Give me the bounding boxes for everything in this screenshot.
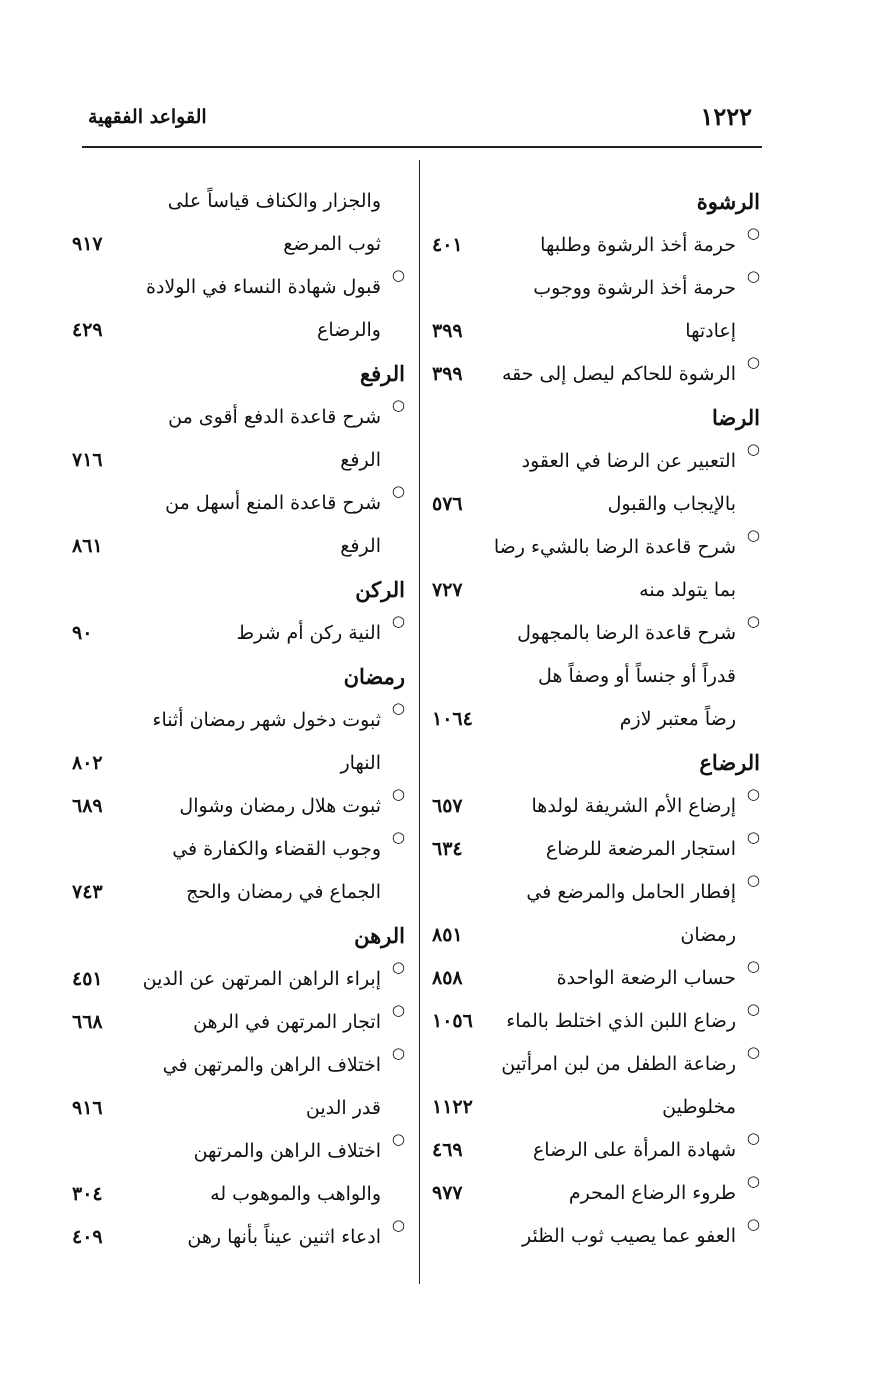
- entry-line: الرشوة للحاكم ليصل إلى حقه: [501, 363, 736, 385]
- page-ref: ٦٥٧: [432, 795, 463, 817]
- circle-bullet-icon: ○: [391, 828, 405, 846]
- circle-bullet-icon: ○: [746, 526, 760, 544]
- index-entry: [432, 267, 762, 353]
- column-divider: [419, 160, 420, 1284]
- entry-text: [144, 1044, 407, 1130]
- entry-text: [510, 1215, 762, 1258]
- entry-line: إفطار الحامل والمرضع في: [526, 881, 736, 903]
- index-entry: [72, 1001, 407, 1044]
- index-entry: [72, 612, 407, 655]
- page-ref: ١١٢٢: [432, 1096, 473, 1118]
- page-ref: ١٠٥٦: [432, 1010, 473, 1032]
- entry-line: شرح قاعدة المنع أسهل من: [165, 492, 381, 514]
- entry-line: بالإيجاب والقبول: [607, 493, 736, 515]
- entry-text: [144, 266, 407, 352]
- page-ref: ٤٠١: [432, 234, 463, 256]
- circle-bullet-icon: ○: [391, 396, 405, 414]
- entry-text: [144, 482, 407, 568]
- entry-line: النية ركن أم شرط: [236, 622, 381, 644]
- page-ref: ٨٥١: [432, 924, 463, 946]
- page-ref: ٩٠: [72, 622, 93, 644]
- entry-text: [510, 957, 762, 1000]
- entry-line: إعادتها: [685, 320, 736, 342]
- entry-line: والواهب والموهوب له: [210, 1183, 381, 1205]
- circle-bullet-icon: ○: [391, 1130, 405, 1148]
- index-entry: [72, 180, 407, 266]
- circle-bullet-icon: ○: [746, 267, 760, 285]
- circle-bullet-icon: ○: [746, 1000, 760, 1018]
- index-entry: [432, 785, 762, 828]
- entry-text: [144, 828, 407, 914]
- entry-line: شهادة المرأة على الرضاع: [532, 1139, 736, 1161]
- page-ref: ٥٧٦: [432, 493, 463, 515]
- page-ref: ٨٦١: [72, 535, 103, 557]
- circle-bullet-icon: ○: [391, 482, 405, 500]
- entry-line: الرفع: [340, 449, 381, 471]
- index-entry: [432, 1000, 762, 1043]
- index-entry: [72, 699, 407, 785]
- circle-bullet-icon: ○: [746, 871, 760, 889]
- index-entry: [432, 828, 762, 871]
- entry-text: [510, 828, 762, 871]
- index-entry: [432, 526, 762, 612]
- index-column-right: [432, 180, 762, 1258]
- page-ref: ٦٨٩: [72, 795, 103, 817]
- index-entry: [72, 828, 407, 914]
- entry-line: حساب الرضعة الواحدة: [556, 967, 736, 989]
- index-entry: [72, 1044, 407, 1130]
- page-ref: ٩٧٧: [432, 1182, 463, 1204]
- section-heading: الرضا: [711, 405, 760, 430]
- circle-bullet-icon: ○: [746, 612, 760, 630]
- page-number: ١٢٢٢: [700, 102, 752, 131]
- circle-bullet-icon: ○: [746, 440, 760, 458]
- entry-line: طروء الرضاع المحرم: [568, 1182, 736, 1204]
- circle-bullet-icon: ○: [391, 266, 405, 284]
- page-ref: ٤٠٩: [72, 1226, 103, 1248]
- index-entry: [72, 482, 407, 568]
- entry-line: إبراء الراهن المرتهن عن الدين: [142, 968, 381, 990]
- section-heading: الركن: [355, 577, 405, 602]
- circle-bullet-icon: ○: [746, 828, 760, 846]
- entry-line: ثوب المرضع: [283, 233, 381, 255]
- entry-line: الرفع: [340, 535, 381, 557]
- entry-text: [501, 1043, 762, 1129]
- entry-line: ثبوت دخول شهر رمضان أثناء: [152, 709, 381, 731]
- entry-line: اختلاف الراهن والمرتهن: [193, 1140, 381, 1162]
- entry-text: [144, 699, 407, 785]
- index-entry: [432, 440, 762, 526]
- entry-line: حرمة أخذ الرشوة وطلبها: [540, 234, 736, 256]
- circle-bullet-icon: ○: [391, 1001, 405, 1019]
- section-heading: الرضاع: [699, 750, 760, 775]
- circle-bullet-icon: ○: [746, 785, 760, 803]
- index-entry: [432, 957, 762, 1000]
- page-ref: ٩١٦: [72, 1097, 103, 1119]
- page-ref: ٧٢٧: [432, 579, 463, 601]
- entry-line: رضاً معتبر لازم: [619, 708, 736, 730]
- entry-text: [493, 526, 762, 612]
- entry-line: إرضاع الأم الشريفة لولدها: [531, 795, 736, 817]
- entry-text: [144, 180, 407, 266]
- entry-text: [510, 1129, 762, 1172]
- index-entry: [432, 612, 762, 741]
- page-ref: ٦٣٤: [432, 838, 463, 860]
- entry-line: والرضاع: [317, 319, 381, 341]
- circle-bullet-icon: ○: [391, 1216, 405, 1234]
- entry-line: ثبوت هلال رمضان وشوال: [179, 795, 381, 817]
- circle-bullet-icon: ○: [746, 1043, 760, 1061]
- entry-line: استجار المرضعة للرضاع: [545, 838, 736, 860]
- page-ref: ٩١٧: [72, 233, 103, 255]
- entry-text: [144, 1130, 407, 1216]
- entry-line: النهار: [340, 752, 381, 774]
- index-entry: [72, 1130, 407, 1216]
- entry-text: [506, 1000, 762, 1043]
- circle-bullet-icon: ○: [391, 785, 405, 803]
- entry-line: شرح قاعدة الرضا بالشيء رضا: [493, 536, 736, 558]
- index-entry: [432, 1043, 762, 1129]
- entry-line: رضاعة الطفل من لبن امرأتين: [501, 1053, 736, 1075]
- entry-text: [510, 267, 762, 353]
- section-heading: الرشوة: [696, 189, 760, 214]
- page-ref: ٦٦٨: [72, 1011, 103, 1033]
- entry-line: ادعاء اثنين عيناً بأنها رهن: [187, 1226, 381, 1248]
- index-column-left: [72, 180, 407, 1259]
- entry-text: [144, 958, 407, 1001]
- entry-line: اختلاف الراهن والمرتهن في: [162, 1054, 381, 1076]
- page-ref: ٣٩٩: [432, 363, 463, 385]
- entry-text: [510, 440, 762, 526]
- circle-bullet-icon: ○: [746, 353, 760, 371]
- page-ref: ٤٦٩: [432, 1139, 463, 1161]
- section-heading: الرفع: [359, 361, 405, 386]
- circle-bullet-icon: ○: [746, 1129, 760, 1147]
- entry-line: قدراً أو جنساً أو وصفاً هل: [538, 665, 736, 687]
- index-entry: [432, 224, 762, 267]
- section-heading: رمضان: [343, 664, 405, 689]
- entry-text: [144, 1216, 407, 1259]
- page-ref: ٤٥١: [72, 968, 103, 990]
- entry-line: شرح قاعدة الدفع أقوى من: [168, 406, 381, 428]
- circle-bullet-icon: ○: [391, 958, 405, 976]
- circle-bullet-icon: ○: [391, 699, 405, 717]
- page-ref: ٣٠٤: [72, 1183, 103, 1205]
- entry-line: والجزار والكناف قياساً على: [167, 190, 381, 212]
- index-entry: [432, 871, 762, 957]
- index-entry: [432, 1129, 762, 1172]
- header-rule: [82, 146, 762, 148]
- page-ref: ١٠٦٤: [432, 708, 473, 730]
- page-ref: ٧١٦: [72, 449, 103, 471]
- circle-bullet-icon: ○: [746, 1172, 760, 1190]
- entry-text: [144, 612, 407, 655]
- circle-bullet-icon: ○: [391, 612, 405, 630]
- page-header: [82, 98, 762, 138]
- entry-line: التعبير عن الرضا في العقود: [521, 450, 736, 472]
- entry-text: [510, 224, 762, 267]
- index-entry: [72, 958, 407, 1001]
- index-entry: [432, 353, 762, 396]
- entry-line: حرمة أخذ الرشوة ووجوب: [533, 277, 736, 299]
- index-entry: [432, 1215, 762, 1258]
- section-heading: الرهن: [354, 923, 405, 948]
- entry-line: الجماع في رمضان والحج: [186, 881, 381, 903]
- page-ref: ٧٤٣: [72, 881, 103, 903]
- index-entry: [72, 785, 407, 828]
- entry-line: قدر الدين: [305, 1097, 381, 1119]
- circle-bullet-icon: ○: [746, 1215, 760, 1233]
- entry-text: [510, 1172, 762, 1215]
- page-ref: ٨٥٨: [432, 967, 463, 989]
- entry-line: قبول شهادة النساء في الولادة: [145, 276, 381, 298]
- index-entry: [72, 396, 407, 482]
- entry-text: [510, 612, 762, 741]
- entry-line: رمضان: [680, 924, 736, 946]
- index-entry: [432, 1172, 762, 1215]
- entry-text: [144, 396, 407, 482]
- page-ref: ٣٩٩: [432, 320, 463, 342]
- circle-bullet-icon: ○: [746, 957, 760, 975]
- entry-text: [510, 785, 762, 828]
- entry-text: [144, 1001, 407, 1044]
- entry-line: رضاع اللبن الذي اختلط بالماء: [506, 1010, 736, 1032]
- entry-line: اتجار المرتهن في الرهن: [193, 1011, 381, 1033]
- page-ref: ٨٠٢: [72, 752, 103, 774]
- index-entry: [72, 266, 407, 352]
- entry-text: [501, 353, 762, 396]
- book-title: القواعد الفقهية: [88, 106, 207, 128]
- circle-bullet-icon: ○: [746, 224, 760, 242]
- entry-text: [510, 871, 762, 957]
- circle-bullet-icon: ○: [391, 1044, 405, 1062]
- entry-line: وجوب القضاء والكفارة في: [172, 838, 381, 860]
- entry-line: مخلوطين: [662, 1096, 736, 1118]
- entry-line: العفو عما يصيب ثوب الظئر: [522, 1225, 736, 1247]
- entry-line: بما يتولد منه: [639, 579, 736, 601]
- index-entry: [72, 1216, 407, 1259]
- entry-text: [144, 785, 407, 828]
- entry-line: شرح قاعدة الرضا بالمجهول: [517, 622, 736, 644]
- page-ref: ٤٢٩: [72, 319, 103, 341]
